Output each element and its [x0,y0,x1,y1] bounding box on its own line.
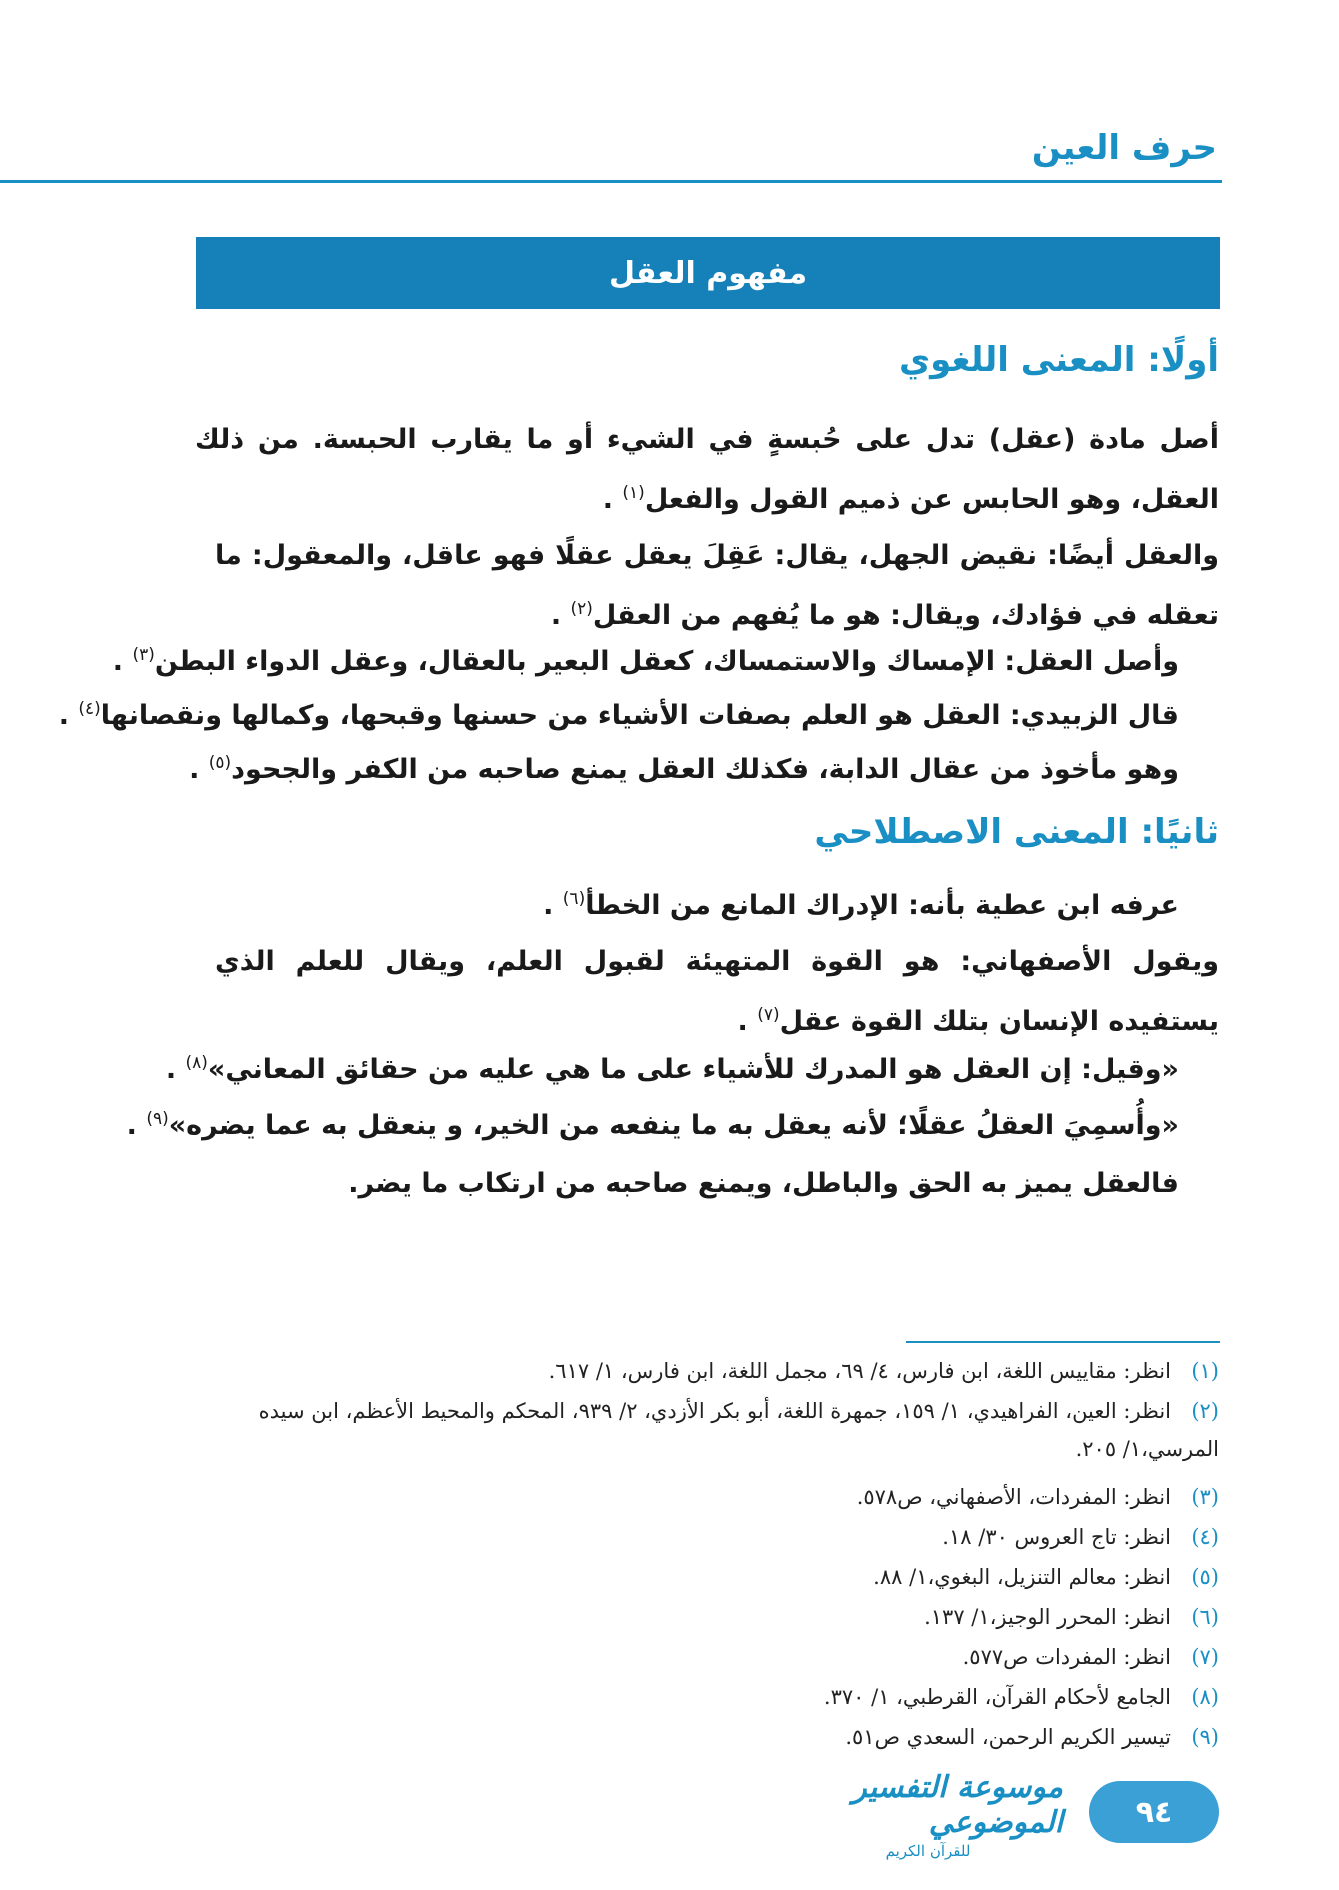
section-title: مفهوم العقل [608,255,808,291]
header-title: حرف العين [1031,128,1217,168]
paragraph-text: «وقيل: إن العقل هو المدرك للأشياء على ما هي عليه من حقائق المعاني» [207,1054,1179,1085]
footnote-text: انظر: تاج العروس ٣٠/ ١٨. [942,1525,1171,1549]
footnote-text: انظر: المحرر الوجيز،١/ ١٣٧. [924,1605,1171,1629]
paragraph-text: والعقل أيضًا: نقيض الجهل، يقال: عَقِلَ يعقل عقلًا فهو عاقل، والمعقول: ما تعقله في فؤادك، ويقال: هو ما يُفهم من العقل [215,540,1219,631]
footnote-ref[interactable]: (٦) [562,889,586,909]
footnote-text: انظر: المفردات، الأصفهاني، ص٥٧٨. [856,1485,1171,1509]
footnote-9 [195,1718,1219,1756]
linguistic-paragraph-5: وهو مأخوذ من عقال الدابة، فكذلك العقل يمنع صاحبه من الكفر والجحود$^{(٥)}$ . [189,753,1179,785]
technical-paragraph-3: «وقيل: إن العقل هو المدرك للأشياء على ما هي عليه من حقائق المعاني»$^{(٨)}$ . [165,1053,1179,1085]
page-number-text: ٩٤ [1135,1794,1173,1830]
footnote-text: انظر: المفردات ص٥٧٧. [962,1645,1171,1669]
footnote-text: انظر: مقاييس اللغة، ابن فارس، ٤/ ٦٩، مجمل اللغة، ابن فارس، ١/ ٦١٧. [548,1359,1171,1383]
footnote-text: الجامع لأحكام القرآن، القرطبي، ١/ ٣٧٠. [823,1685,1171,1709]
technical-paragraph-2: ويقول الأصفهاني: هو القوة المتهيئة لقبول العلم، ويقال للعلم الذي يستفيده الإنسان بتلك القوة عقل$^{(٧)}$ . [215,946,1219,1037]
footnote-text: تيسير الكريم الرحمن، السعدي ص٥١. [845,1725,1171,1749]
footnote-number: (٩) [1191,1725,1219,1749]
footnote-text: انظر: العين، الفراهيدي، ١/ ١٥٩، جمهرة اللغة، أبو بكر الأزدي، ٢/ ٩٣٩، المحكم والمحيط الأعظم، ابن سيده المرسي،١/ ٢٠٥. [258,1399,1219,1461]
footnote-number: (٥) [1191,1565,1219,1589]
footnote-ref[interactable]: (٤) [78,699,101,719]
technical-paragraph-4: «وأُسمِيَ العقلُ عقلًا؛ لأنه يعقل به ما ينفعه من الخير، و ينعقل به عما يضره»$^{(٩)}$ . [126,1109,1179,1141]
header-rule [0,180,1222,183]
footnote-1 [195,1352,1219,1390]
paragraph-text: وهو مأخوذ من عقال الدابة، فكذلك العقل يمنع صاحبه من الكفر والجحود [231,754,1179,785]
footnote-4 [195,1518,1219,1556]
section-banner [196,237,1220,309]
footnote-ref[interactable]: (٩) [146,1109,169,1129]
footnote-2 [195,1392,1219,1468]
linguistic-paragraph-3: وأصل العقل: الإمساك والاستمساك، كعقل البعير بالعقال، وعقل الدواء البطن$^{(٣)}$ . [112,645,1179,677]
footnote-8 [195,1678,1219,1716]
footnote-number: (٧) [1191,1645,1219,1669]
paragraph-text: عرفه ابن عطية بأنه: الإدراك المانع من الخطأ [585,890,1179,921]
footnote-text: انظر: معالم التنزيل، البغوي،١/ ٨٨. [873,1565,1171,1589]
footnote-ref[interactable]: (٨) [185,1053,208,1073]
paragraph-text: قال الزبيدي: العقل هو العلم بصفات الأشياء من حسنها وقبحها، وكمالها ونقصانها [100,700,1179,731]
footnote-7 [195,1638,1219,1676]
linguistic-heading: أولًا: المعنى اللغوي [898,340,1219,380]
page-number [1089,1781,1219,1843]
paragraph-text: فالعقل يميز به الحق والباطل، ويمنع صاحبه من ارتكاب ما يضر. [348,1168,1179,1199]
footnote-ref[interactable]: (٣) [132,645,155,665]
footnote-number: (٤) [1191,1525,1219,1549]
footnote-ref[interactable]: (٢) [570,599,593,619]
footnote-number: (٣) [1191,1485,1219,1509]
footnote-number: (٦) [1191,1605,1219,1629]
linguistic-paragraph-1: أصل مادة (عقل) تدل على حُبسةٍ في الشيء أو ما يقارب الحبسة. من ذلك العقل، وهو الحابس عن ذميم القول والفعل$^{(١)}$ . [195,424,1219,515]
logo-subtitle: للقرآن الكريم [885,1842,971,1860]
footnote-ref[interactable]: (٥) [208,753,232,773]
footnote-3 [195,1478,1219,1516]
footnote-ref[interactable]: (١) [622,483,645,503]
encyclopedia-logo [793,1770,1063,1860]
technical-paragraph-5 [348,1154,1179,1214]
footnote-number: (٢) [1191,1399,1219,1423]
paragraph-text: وأصل العقل: الإمساك والاستمساك، كعقل البعير بالعقال، وعقل الدواء البطن [154,646,1179,677]
paragraph-text: «وأُسمِيَ العقلُ عقلًا؛ لأنه يعقل به ما ينفعه من الخير، و ينعقل به عما يضره» [168,1110,1179,1141]
footnote-number: (١) [1191,1359,1219,1383]
footnote-ref[interactable]: (٧) [757,1005,780,1025]
linguistic-paragraph-4: قال الزبيدي: العقل هو العلم بصفات الأشياء من حسنها وقبحها، وكمالها ونقصانها$^{(٤)}$ . [58,699,1179,731]
footnote-6 [195,1598,1219,1636]
technical-paragraph-1: عرفه ابن عطية بأنه: الإدراك المانع من الخطأ$^{(٦)}$ . [543,889,1179,921]
footnote-5 [195,1558,1219,1596]
footnote-rule [906,1341,1220,1343]
linguistic-paragraph-2: والعقل أيضًا: نقيض الجهل، يقال: عَقِلَ يعقل عقلًا فهو عاقل، والمعقول: ما تعقله في فؤادك، ويقال: هو ما يُفهم من العقل$^{(٢)}$ . [215,540,1219,631]
technical-heading: ثانيًا: المعنى الاصطلاحي [814,812,1219,852]
paragraph-text: أصل مادة (عقل) تدل على حُبسةٍ في الشيء أو ما يقارب الحبسة. من ذلك العقل، وهو الحابس عن ذميم القول والفعل [195,424,1219,515]
paragraph-text: ويقول الأصفهاني: هو القوة المتهيئة لقبول العلم، ويقال للعلم الذي يستفيده الإنسان بتلك القوة عقل [215,946,1219,1037]
logo-title: موسوعة التفسير الموضوعي [852,1770,1063,1840]
footnote-number: (٨) [1191,1685,1219,1709]
